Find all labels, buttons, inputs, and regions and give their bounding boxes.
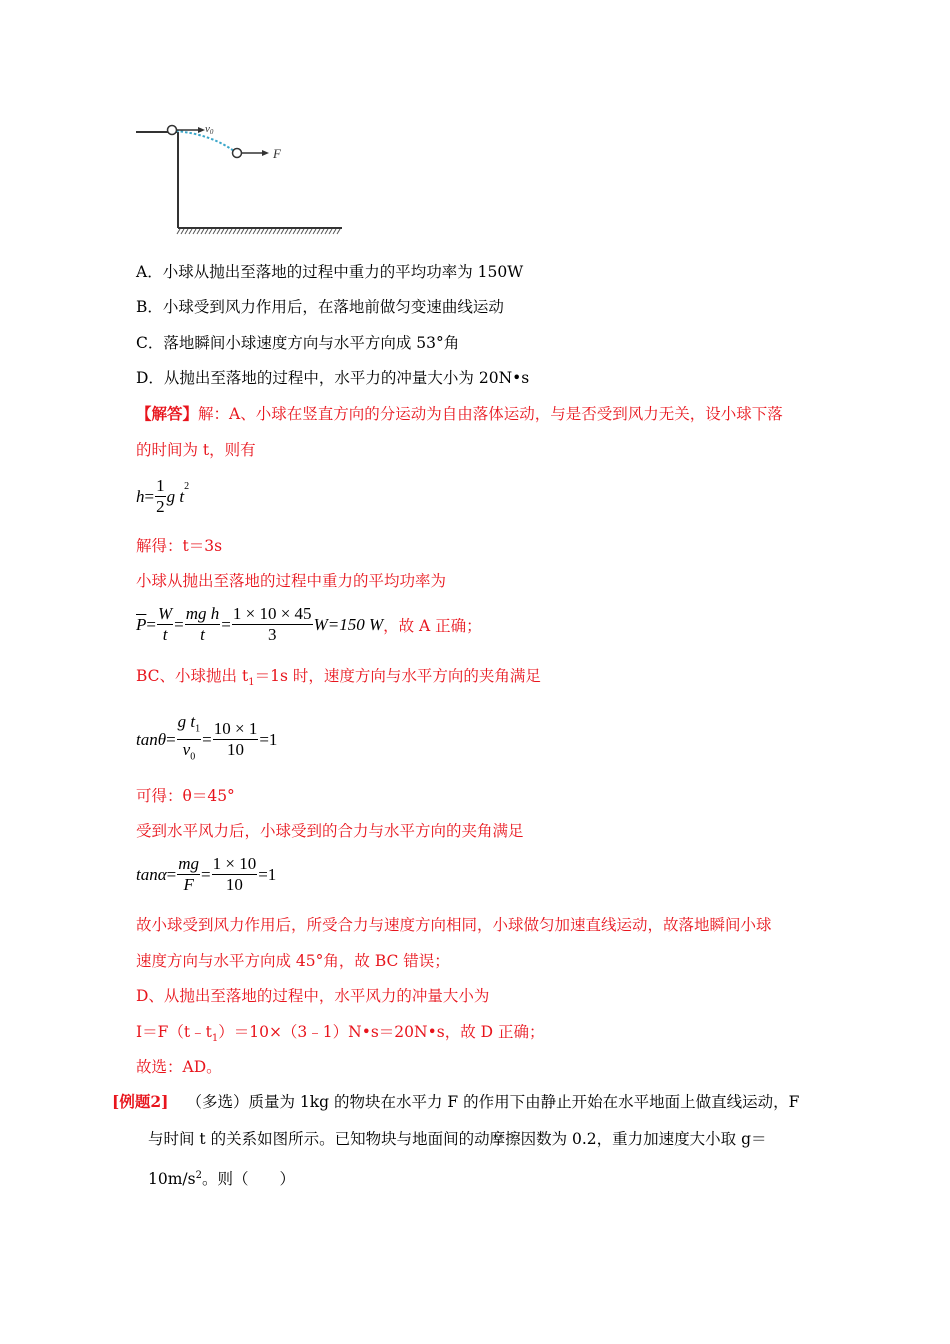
ball-start — [168, 126, 177, 135]
projectile-figure — [130, 118, 350, 240]
solution-line-3: 解得：t＝3s — [136, 537, 223, 555]
equation-tan-alpha: tanα = $\frac{mg}{F}$ = $\frac{1 \times 10}{10}$ =1 — [136, 854, 277, 894]
v0-label: v0 — [205, 123, 214, 136]
force-label: F — [273, 146, 281, 161]
solution-line-10: D、从抛出至落地的过程中，水平风力的冲量大小为 — [136, 987, 490, 1005]
option-c: C．落地瞬间小球速度方向与水平方向成 53°角 — [136, 334, 460, 352]
solution-line-5: BC、小球抛出 $t_1=1s$ 时，速度方向与水平方向的夹角满足 — [136, 667, 541, 689]
example2-line-2: 与时间 t 的关系如图所示。已知物块与地面间的动摩擦因数为 0.2，重力加速度大小取 g＝ — [148, 1130, 767, 1148]
ball-end — [233, 149, 242, 158]
solution-line-11: $I=F(t﹣t_1)=10\times(3﹣1)N•s=20N•s$，故 D 正确； — [136, 1023, 545, 1045]
equation-h: h = $\frac{1}{2}$ g t $^2$ — [136, 476, 190, 516]
example2-line-1: [例题2] （多选）质量为 1kg 的物块在水平力 F 的作用下由静止开始在水平地面上做直线运动，F — [112, 1092, 800, 1111]
example2-line-3: $10m/s^2$。则（ ） — [148, 1170, 295, 1189]
solution-line-9: 速度方向与水平方向成 45°角，故 BC 错误； — [136, 952, 450, 970]
equation-power: $\overline{P}$ = $\frac{W}{t}$ = $\frac{\text{mg h}}{t}$ = $\frac{1 \times 10 \times 45}{3}$ W=150 W ，故 A 正确； — [136, 604, 482, 644]
option-d: D．从抛出至落地的过程中，水平力的冲量大小为 20N•s — [136, 369, 530, 387]
equation-tan-theta: tanθ = $\frac{g t_1}{v_0}$ = $\frac{10 \times 1}{10}$ =1 — [136, 712, 278, 763]
solution-line-7: 受到水平风力后，小球受到的合力与水平方向的夹角满足 — [136, 822, 524, 840]
solution-line-2: 的时间为 t，则有 — [136, 441, 256, 459]
solution-line-8: 故小球受到风力作用后，所受合力与速度方向相同，小球做匀加速直线运动，故落地瞬间小球 — [136, 916, 772, 934]
ground-hatching — [177, 229, 340, 234]
solution-line-1: 【解答】解：A、小球在竖直方向的分运动为自由落体运动，与是否受到风力无关，设小球下落 — [136, 404, 783, 423]
solution-line-4: 小球从抛出至落地的过程中重力的平均功率为 — [136, 572, 447, 590]
solution-tag: 【解答】 — [136, 404, 199, 423]
example2-tag: [例题2] — [112, 1092, 169, 1111]
option-a: A．小球从抛出至落地的过程中重力的平均功率为 150W — [136, 263, 524, 281]
solution-line-6: 可得：θ＝45° — [136, 787, 235, 805]
solution-line-12: 故选：AD。 — [136, 1058, 222, 1076]
option-b: B．小球受到风力作用后，在落地前做匀变速曲线运动 — [136, 298, 504, 316]
